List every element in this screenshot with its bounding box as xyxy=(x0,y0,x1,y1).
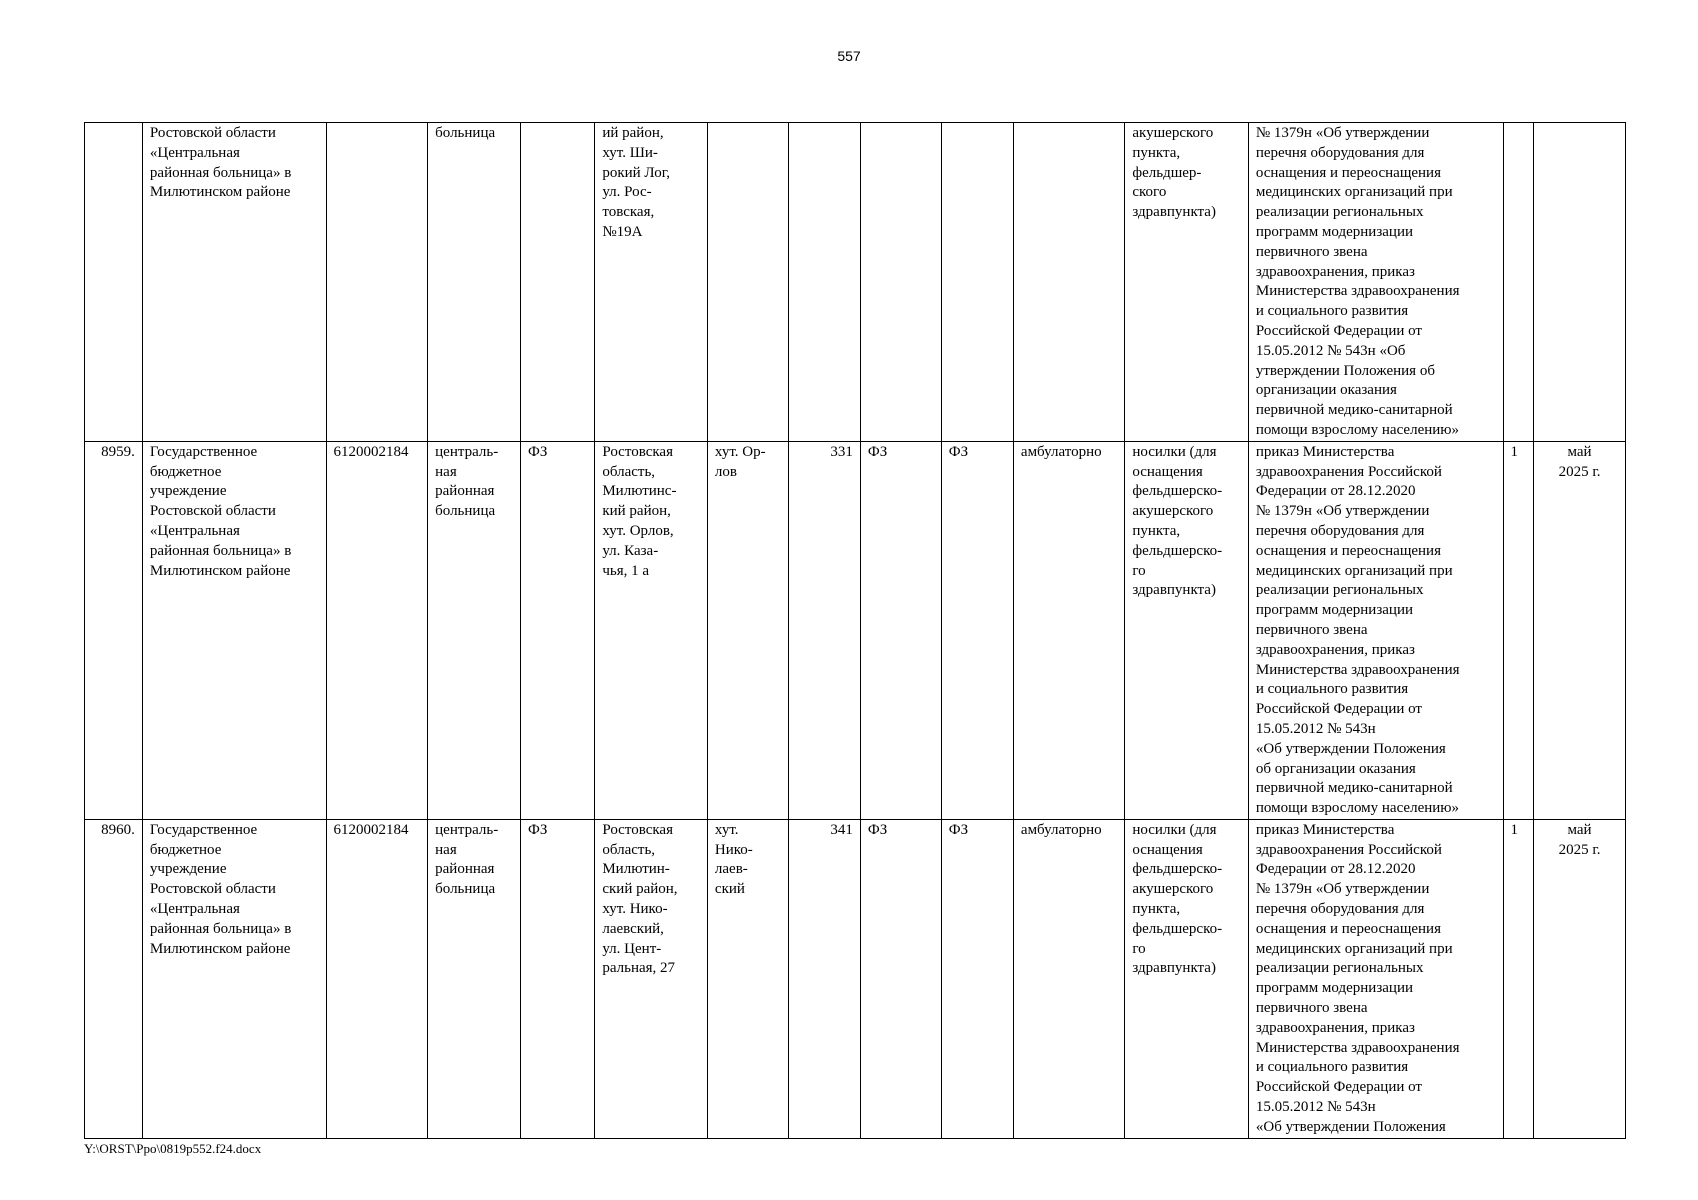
cell-fz-2 xyxy=(860,123,941,442)
cell-number xyxy=(85,123,143,442)
cell-quantity xyxy=(1503,123,1534,442)
cell-institution: Государственное бюджетное учреждение Ростовской области «Центральная районная больница» в Милютинском районе xyxy=(142,819,326,1138)
footer-file-path: Y:\ORST\Ppo\0819p552.f24.docx xyxy=(84,1141,262,1156)
table-row xyxy=(85,819,1626,1138)
cell-locality: хут. Нико- лаев- ский xyxy=(707,819,788,1138)
cell-institution: Государственное бюджетное учреждение Ростовской области «Центральная районная больница» в Милютинском районе xyxy=(142,441,326,819)
cell-inn: 6120002184 xyxy=(326,819,428,1138)
cell-inn: 6120002184 xyxy=(326,441,428,819)
cell-care: амбулаторно xyxy=(1013,819,1124,1138)
cell-code xyxy=(788,123,860,442)
cell-fz-2: ФЗ xyxy=(860,819,941,1138)
cell-fz-3: ФЗ xyxy=(941,819,1013,1138)
cell-inn xyxy=(326,123,428,442)
cell-basis: приказ Министерства здравоохранения Российской Федерации от 28.12.2020 № 1379н «Об утверждении перечня оборудования для оснащения и переоснащения медицинских организаций при реализации региональных программ модернизации первичного звена здравоохранения, приказ Министерства здравоохранения и социального развития Российской Федерации от 15.05.2012 № 543н «Об утверждении Положения об организации оказания первичной медико-санитарной помощи взрослому населению» xyxy=(1248,441,1503,819)
cell-date: май 2025 г. xyxy=(1534,819,1626,1138)
data-table xyxy=(84,122,1626,1139)
cell-code: 341 xyxy=(788,819,860,1138)
cell-code: 331 xyxy=(788,441,860,819)
cell-fz-2: ФЗ xyxy=(860,441,941,819)
cell-fz-1: ФЗ xyxy=(521,819,595,1138)
cell-locality xyxy=(707,123,788,442)
cell-care: амбулаторно xyxy=(1013,441,1124,819)
cell-basis: № 1379н «Об утверждении перечня оборудования для оснащения и переоснащения медицинских организаций при реализации региональных программ модернизации первичного звена здравоохранения, приказ Министерства здравоохранения и социального развития Российской Федерации от 15.05.2012 № 543н «Об утверждении Положения об организации оказания первичной медико-санитарной помощи взрослому населению» xyxy=(1248,123,1503,442)
cell-care xyxy=(1013,123,1124,442)
cell-number: 8959. xyxy=(85,441,143,819)
cell-address: ий район, хут. Ши- рокий Лог, ул. Рос- товская, №19А xyxy=(595,123,708,442)
cell-date xyxy=(1534,123,1626,442)
cell-quantity: 1 xyxy=(1503,819,1534,1138)
table-row xyxy=(85,123,1626,442)
cell-fz-3: ФЗ xyxy=(941,441,1013,819)
cell-fz-1: ФЗ xyxy=(521,441,595,819)
cell-fz-1 xyxy=(521,123,595,442)
table-row xyxy=(85,441,1626,819)
cell-equipment: носилки (для оснащения фельдшерско- акушерского пункта, фельдшерско- го здравпункта) xyxy=(1125,441,1248,819)
cell-basis: приказ Министерства здравоохранения Российской Федерации от 28.12.2020 № 1379н «Об утверждении перечня оборудования для оснащения и переоснащения медицинских организаций при реализации региональных программ модернизации первичного звена здравоохранения, приказ Министерства здравоохранения и социального развития Российской Федерации от 15.05.2012 № 543н «Об утверждении Положения xyxy=(1248,819,1503,1138)
cell-institution: Ростовской области «Центральная районная больница» в Милютинском районе xyxy=(142,123,326,442)
cell-type: больница xyxy=(428,123,521,442)
cell-number: 8960. xyxy=(85,819,143,1138)
cell-equipment: носилки (для оснащения фельдшерско- акушерского пункта, фельдшерско- го здравпункта) xyxy=(1125,819,1248,1138)
cell-address: Ростовская область, Милютинс- кий район, хут. Орлов, ул. Каза- чья, 1 а xyxy=(595,441,708,819)
cell-type: централь- ная районная больница xyxy=(428,441,521,819)
cell-address: Ростовская область, Милютин- ский район, хут. Нико- лаевский, ул. Цент- ральная, 27 xyxy=(595,819,708,1138)
cell-locality: хут. Ор- лов xyxy=(707,441,788,819)
cell-type: централь- ная районная больница xyxy=(428,819,521,1138)
cell-date: май 2025 г. xyxy=(1534,441,1626,819)
cell-quantity: 1 xyxy=(1503,441,1534,819)
page-number: 557 xyxy=(837,48,861,64)
cell-equipment: акушерского пункта, фельдшер- ского здравпункта) xyxy=(1125,123,1248,442)
cell-fz-3 xyxy=(941,123,1013,442)
